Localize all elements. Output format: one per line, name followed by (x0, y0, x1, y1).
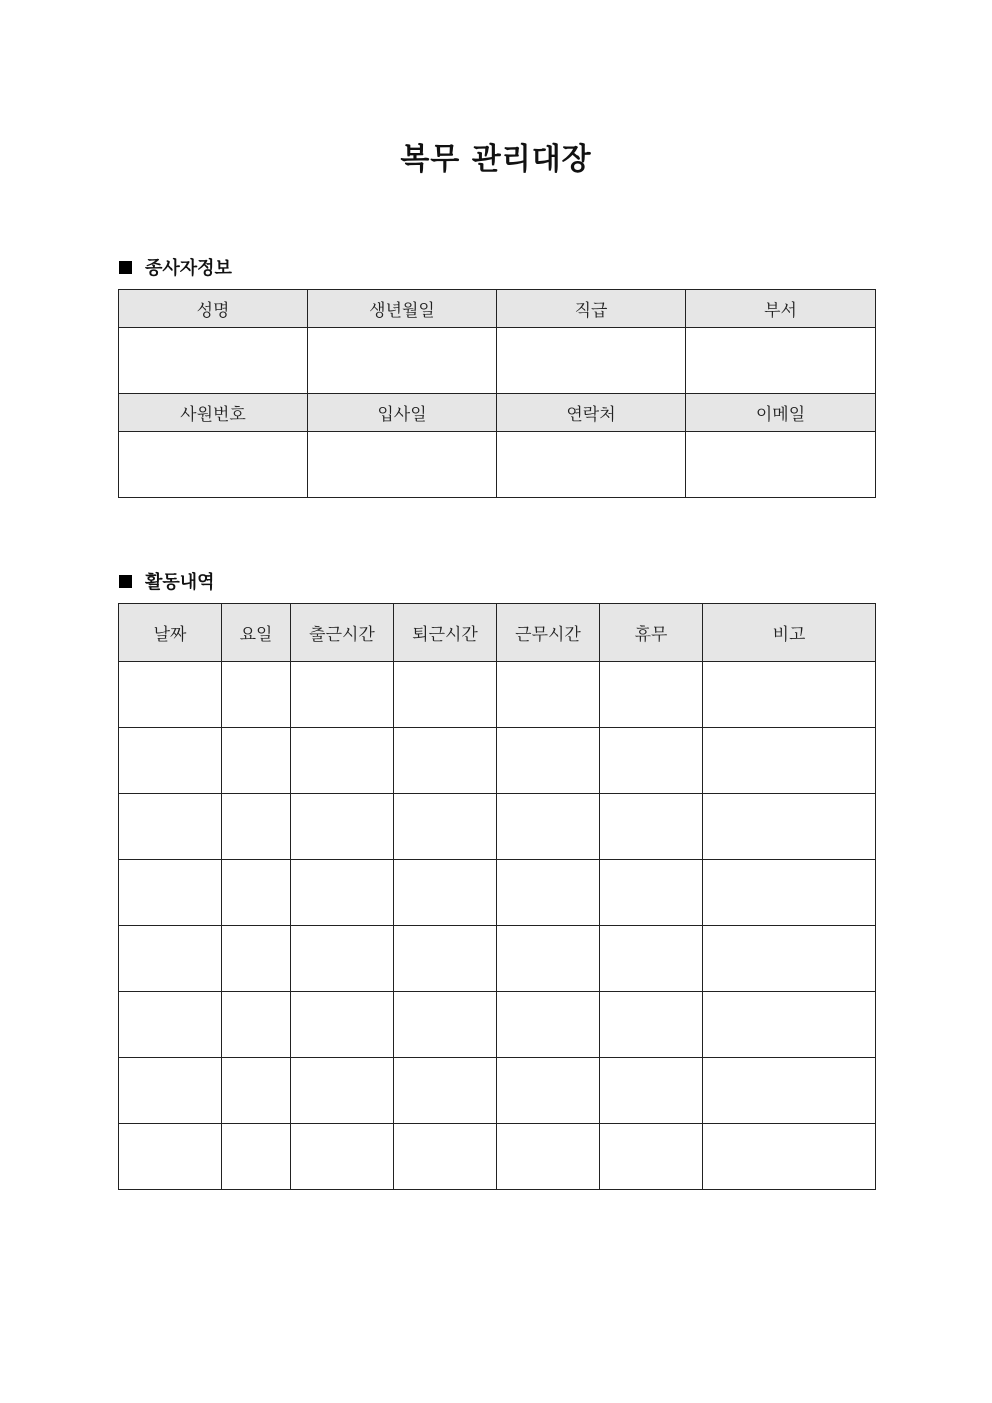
day-off-cell[interactable] (600, 860, 703, 926)
weekday-cell[interactable] (222, 1124, 291, 1190)
birthdate-field[interactable] (308, 328, 497, 394)
day-off-cell[interactable] (600, 794, 703, 860)
weekday-cell[interactable] (222, 860, 291, 926)
clock-out-cell[interactable] (394, 992, 497, 1058)
header-day-off: 휴무 (600, 604, 703, 662)
header-birthdate: 생년월일 (308, 290, 497, 328)
rank-field[interactable] (497, 328, 686, 394)
header-clock-out: 퇴근시간 (394, 604, 497, 662)
work-hours-cell[interactable] (497, 1124, 600, 1190)
weekday-cell[interactable] (222, 794, 291, 860)
clock-in-cell[interactable] (291, 794, 394, 860)
table-row (119, 992, 876, 1058)
work-hours-cell[interactable] (497, 728, 600, 794)
work-hours-cell[interactable] (497, 992, 600, 1058)
info-header-row (119, 394, 876, 432)
header-department: 부서 (686, 290, 876, 328)
table-row (119, 1058, 876, 1124)
remarks-cell[interactable] (703, 794, 876, 860)
activity-body (119, 662, 876, 1190)
weekday-cell[interactable] (222, 926, 291, 992)
clock-out-cell[interactable] (394, 794, 497, 860)
clock-in-cell[interactable] (291, 860, 394, 926)
clock-in-cell[interactable] (291, 1124, 394, 1190)
info-header-row (119, 290, 876, 328)
clock-in-cell[interactable] (291, 662, 394, 728)
employee-info-heading-text: 종사자정보 (145, 258, 232, 279)
clock-out-cell[interactable] (394, 860, 497, 926)
date-cell[interactable] (119, 926, 222, 992)
header-rank: 직급 (497, 290, 686, 328)
clock-out-cell[interactable] (394, 1058, 497, 1124)
weekday-cell[interactable] (222, 728, 291, 794)
clock-in-cell[interactable] (291, 728, 394, 794)
day-off-cell[interactable] (600, 1058, 703, 1124)
activity-heading (119, 568, 215, 594)
table-row (119, 926, 876, 992)
info-input-row (119, 432, 876, 498)
date-cell[interactable] (119, 794, 222, 860)
header-name: 성명 (119, 290, 308, 328)
day-off-cell[interactable] (600, 992, 703, 1058)
table-row (119, 728, 876, 794)
remarks-cell[interactable] (703, 728, 876, 794)
day-off-cell[interactable] (600, 926, 703, 992)
table-row (119, 794, 876, 860)
header-contact: 연락처 (497, 394, 686, 432)
remarks-cell[interactable] (703, 926, 876, 992)
header-work-hours: 근무시간 (497, 604, 600, 662)
day-off-cell[interactable] (600, 662, 703, 728)
date-cell[interactable] (119, 662, 222, 728)
day-off-cell[interactable] (600, 1124, 703, 1190)
header-date: 날짜 (119, 604, 222, 662)
table-row (119, 1124, 876, 1190)
header-employee-number: 사원번호 (119, 394, 308, 432)
clock-out-cell[interactable] (394, 662, 497, 728)
weekday-cell[interactable] (222, 1058, 291, 1124)
date-cell[interactable] (119, 1124, 222, 1190)
activity-heading-text: 활동내역 (145, 572, 215, 593)
date-cell[interactable] (119, 992, 222, 1058)
work-hours-cell[interactable] (497, 1058, 600, 1124)
day-off-cell[interactable] (600, 728, 703, 794)
clock-in-cell[interactable] (291, 992, 394, 1058)
square-bullet-icon (119, 575, 132, 588)
document-title: 복무 관리대장 (400, 142, 592, 177)
square-bullet-icon (119, 261, 132, 274)
remarks-cell[interactable] (703, 1124, 876, 1190)
table-row (119, 860, 876, 926)
header-hire-date: 입사일 (308, 394, 497, 432)
remarks-cell[interactable] (703, 1058, 876, 1124)
clock-in-cell[interactable] (291, 926, 394, 992)
clock-out-cell[interactable] (394, 728, 497, 794)
header-clock-in: 출근시간 (291, 604, 394, 662)
header-email: 이메일 (686, 394, 876, 432)
weekday-cell[interactable] (222, 662, 291, 728)
header-remarks: 비고 (703, 604, 876, 662)
email-field[interactable] (686, 432, 876, 498)
activity-table (118, 603, 876, 1190)
employee-info-heading (119, 254, 232, 280)
remarks-cell[interactable] (703, 662, 876, 728)
table-row (119, 662, 876, 728)
hire-date-field[interactable] (308, 432, 497, 498)
name-field[interactable] (119, 328, 308, 394)
clock-out-cell[interactable] (394, 926, 497, 992)
department-field[interactable] (686, 328, 876, 394)
employee-number-field[interactable] (119, 432, 308, 498)
activity-header-row (119, 604, 876, 662)
remarks-cell[interactable] (703, 860, 876, 926)
info-input-row (119, 328, 876, 394)
date-cell[interactable] (119, 860, 222, 926)
weekday-cell[interactable] (222, 992, 291, 1058)
clock-in-cell[interactable] (291, 1058, 394, 1124)
employee-info-table (118, 289, 876, 498)
contact-field[interactable] (497, 432, 686, 498)
header-weekday: 요일 (222, 604, 291, 662)
work-hours-cell[interactable] (497, 794, 600, 860)
remarks-cell[interactable] (703, 992, 876, 1058)
work-hours-cell[interactable] (497, 860, 600, 926)
work-hours-cell[interactable] (497, 926, 600, 992)
date-cell[interactable] (119, 728, 222, 794)
date-cell[interactable] (119, 1058, 222, 1124)
work-hours-cell[interactable] (497, 662, 600, 728)
clock-out-cell[interactable] (394, 1124, 497, 1190)
